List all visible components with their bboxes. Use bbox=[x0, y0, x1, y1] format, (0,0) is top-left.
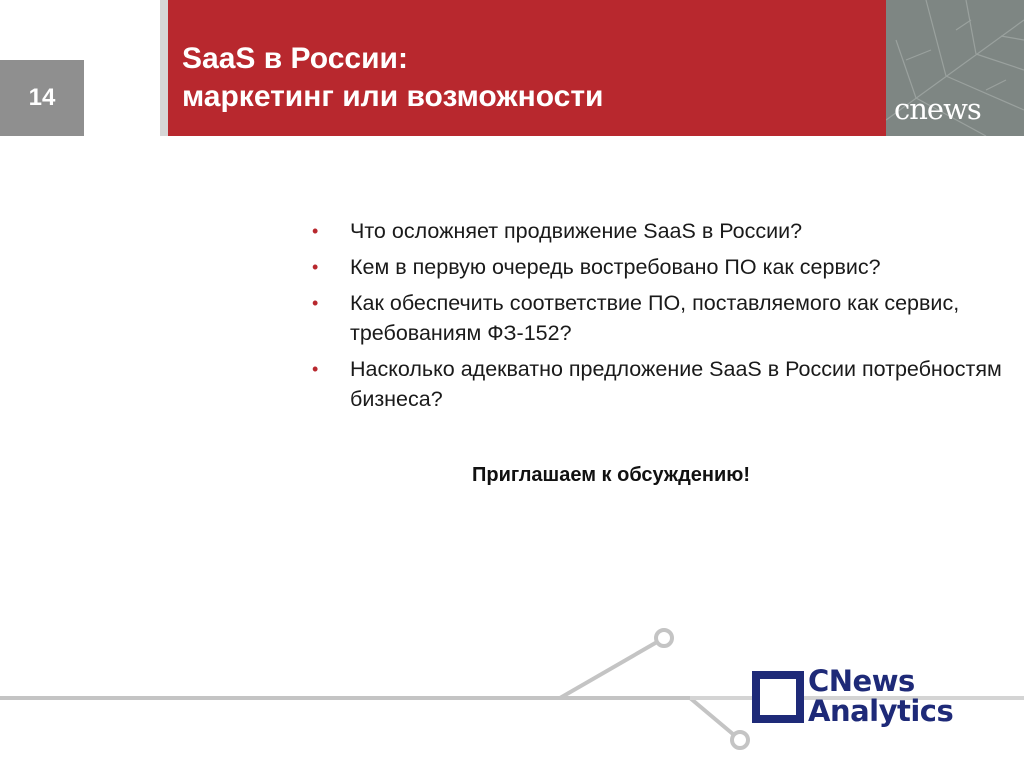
slide-number: 14 bbox=[28, 84, 56, 111]
bullet-item: • Насколько адекватно предложение SaaS в России потребностям бизнеса? bbox=[312, 354, 1002, 414]
bullet-item: • Как обеспечить соответствие ПО, поставляемого как сервис, требованиям ФЗ-152? bbox=[312, 288, 1002, 348]
bullet-icon: • bbox=[312, 293, 319, 313]
bullet-item: • Что осложняет продвижение SaaS в России? bbox=[312, 216, 1002, 246]
header-separator bbox=[160, 0, 168, 136]
bullet-list bbox=[312, 216, 1002, 420]
logo-line-2: Analytics bbox=[808, 694, 954, 728]
cnews-header-logo: cnews bbox=[894, 92, 981, 126]
bullet-icon: • bbox=[312, 359, 319, 379]
bullet-icon: • bbox=[312, 257, 319, 277]
cnews-analytics-logo bbox=[808, 666, 953, 726]
bullet-item: • Кем в первую очередь востребовано ПО как сервис? bbox=[312, 252, 1002, 282]
call-to-action: Приглашаем к обсуждению! bbox=[472, 464, 751, 486]
bullet-icon: • bbox=[312, 221, 319, 241]
title-line-1: SaaS в России: bbox=[182, 42, 408, 75]
logo-line-1: CNews bbox=[808, 664, 915, 698]
slide-title bbox=[182, 40, 872, 116]
title-line-2: маркетинг или возможности bbox=[182, 80, 604, 113]
cnews-analytics-logo-mark bbox=[752, 671, 804, 723]
